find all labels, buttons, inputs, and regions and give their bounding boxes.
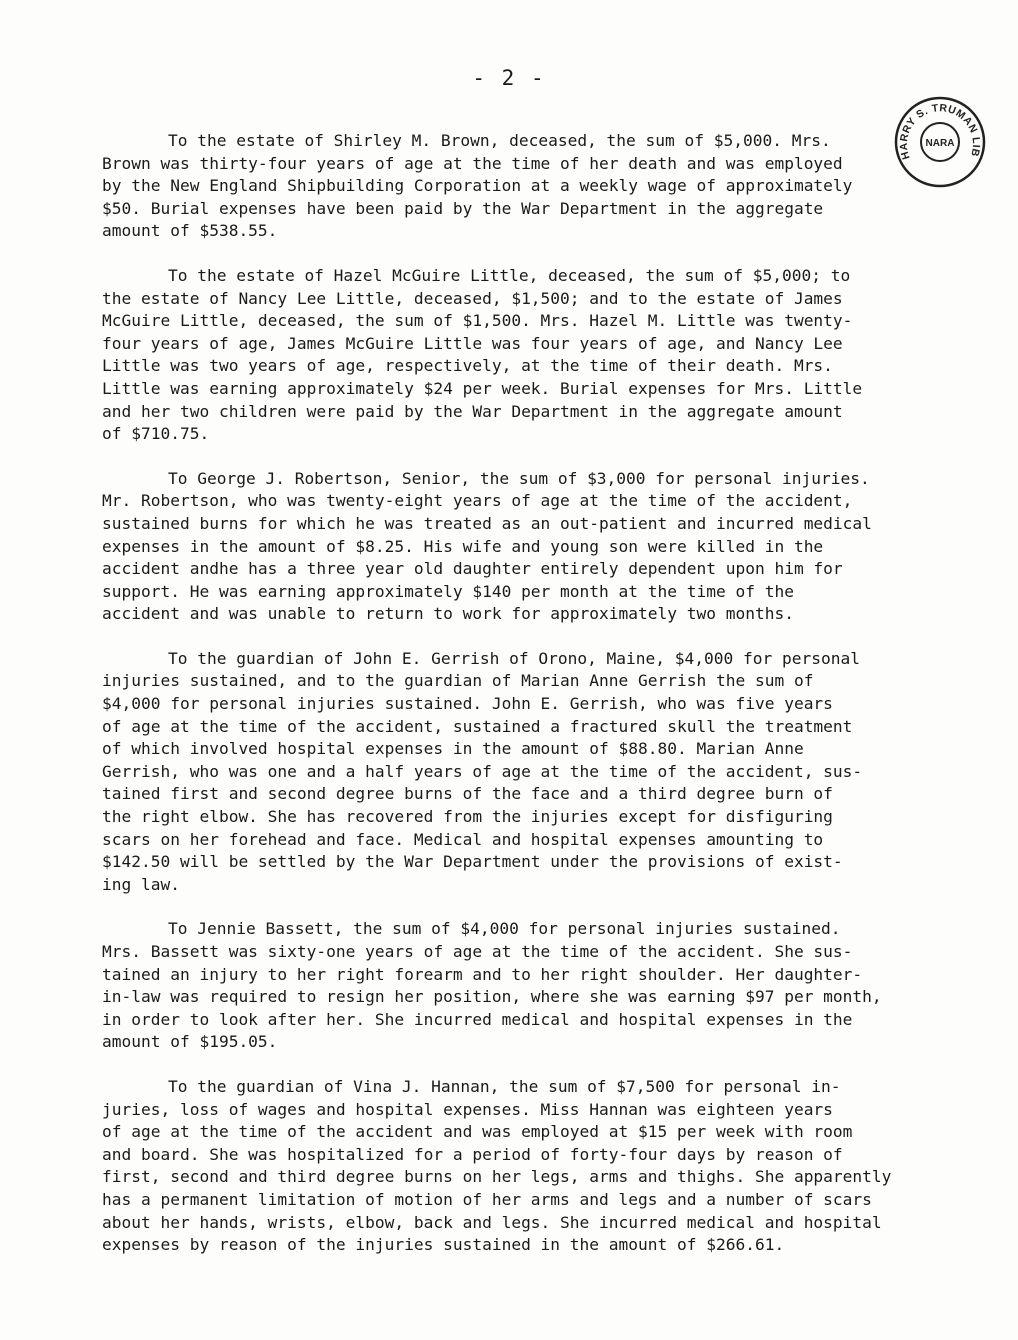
paragraph-robertson (102, 468, 972, 626)
text-line: of which involved hospital expenses in the amount of $88.80. Marian Anne (102, 739, 804, 759)
stamp-ring-text: HARRY S. TRUMAN LIB (897, 102, 983, 161)
text-line: of age at the time of the accident, sustained a fractured skull the treatment (102, 716, 853, 736)
text-line: expenses by reason of the injuries sustained in the amount of $266.61. (102, 1235, 785, 1255)
text-line: by the New England Shipbuilding Corporation at a weekly wage of approximately (102, 176, 853, 196)
text-line: Mr. Robertson, who was twenty-eight years of age at the time of the accident, (102, 491, 853, 511)
page-number: - 2 - (472, 66, 546, 90)
text-line: has a permanent limitation of motion of her arms and legs and a number of scars (102, 1189, 872, 1209)
text-line: Brown was thirty-four years of age at the time of her death and was employed (102, 153, 843, 173)
text-line: accident andhe has a three year old daughter entirely dependent upon him for (102, 559, 843, 579)
text-line: To Jennie Bassett, the sum of $4,000 for personal injuries sustained. (168, 919, 841, 939)
text-line: Little was earning approximately $24 per week. Burial expenses for Mrs. Little (102, 378, 863, 398)
text-line: the estate of Nancy Lee Little, deceased, $1,500; and to the estate of James (102, 288, 843, 308)
paragraph-brown (102, 130, 972, 243)
text-line: four years of age, James McGuire Little was four years of age, and Nancy Lee (102, 333, 843, 353)
text-line: scars on her forehead and face. Medical and hospital expenses amounting to (102, 829, 824, 849)
text-line: amount of $538.55. (102, 221, 278, 241)
text-line: $4,000 for personal injuries sustained. John E. Gerrish, who was five years (102, 694, 833, 714)
text-line: of age at the time of the accident and was employed at $15 per week with room (102, 1122, 853, 1142)
text-line: tained first and second degree burns of the face and a third degree burn of (102, 784, 833, 804)
text-line: To George J. Robertson, Senior, the sum of $3,000 for personal injuries. (168, 468, 870, 488)
text-line: expenses in the amount of $8.25. His wife and young son were killed in the (102, 536, 824, 556)
text-line: and board. She was hospitalized for a period of forty-four days by reason of (102, 1144, 843, 1164)
text-line: the right elbow. She has recovered from the injuries except for disfiguring (102, 807, 833, 827)
text-line: $142.50 will be settled by the War Department under the provisions of exist- (102, 852, 843, 872)
text-line: in-law was required to resign her position, where she was earning $97 per month, (102, 987, 882, 1007)
text-line: about her hands, wrists, elbow, back and legs. She incurred medical and hospital (102, 1212, 882, 1232)
text-line: Mrs. Bassett was sixty-one years of age at the time of the accident. She sus- (102, 942, 853, 961)
text-line: tained an injury to her right forearm and to her right shoulder. Her daughter- (102, 964, 863, 984)
text-line: accident and was unable to return to work for approximately two months. (102, 604, 794, 624)
text-line: Little was two years of age, respectively, at the time of their death. Mrs. (102, 356, 833, 376)
paragraph-gerrish (102, 648, 972, 897)
text-line: sustained burns for which he was treated as an out-patient and incurred medical (102, 513, 872, 533)
text-line: in order to look after her. She incurred medical and hospital expenses in the (102, 1009, 853, 1029)
paragraph-bassett (102, 918, 972, 1054)
paragraph-hannan (102, 1076, 972, 1257)
text-line: injuries sustained, and to the guardian of Marian Anne Gerrish the sum of (102, 671, 814, 691)
text-line: juries, loss of wages and hospital expenses. Miss Hannan was eighteen years (102, 1099, 833, 1119)
text-line: of $710.75. (102, 424, 210, 444)
paragraph-little (102, 265, 972, 446)
letter-body (102, 130, 972, 1279)
text-line: first, second and third degree burns on her legs, arms and thighs. She apparently (102, 1167, 892, 1187)
text-line: ing law. (102, 874, 180, 894)
text-line: $50. Burial expenses have been paid by the War Department in the aggregate (102, 198, 824, 218)
text-line: To the guardian of Vina J. Hannan, the sum of $7,500 for personal in- (168, 1076, 841, 1096)
stamp-center-text: NARA (925, 138, 955, 149)
text-line: McGuire Little, deceased, the sum of $1,500. Mrs. Hazel M. Little was twenty- (102, 311, 853, 331)
text-line: support. He was earning approximately $140 per month at the time of the (102, 581, 794, 601)
text-line: and her two children were paid by the War Department in the aggregate amount (102, 401, 843, 421)
text-line: To the estate of Shirley M. Brown, deceased, the sum of $5,000. Mrs. (168, 131, 831, 150)
text-line: To the guardian of John E. Gerrish of Orono, Maine, $4,000 for personal (168, 648, 860, 668)
text-line: Gerrish, who was one and a half years of age at the time of the accident, sus- (102, 761, 863, 781)
text-line: amount of $195.05. (102, 1032, 278, 1052)
text-line: To the estate of Hazel McGuire Little, deceased, the sum of $5,000; to (168, 265, 851, 285)
